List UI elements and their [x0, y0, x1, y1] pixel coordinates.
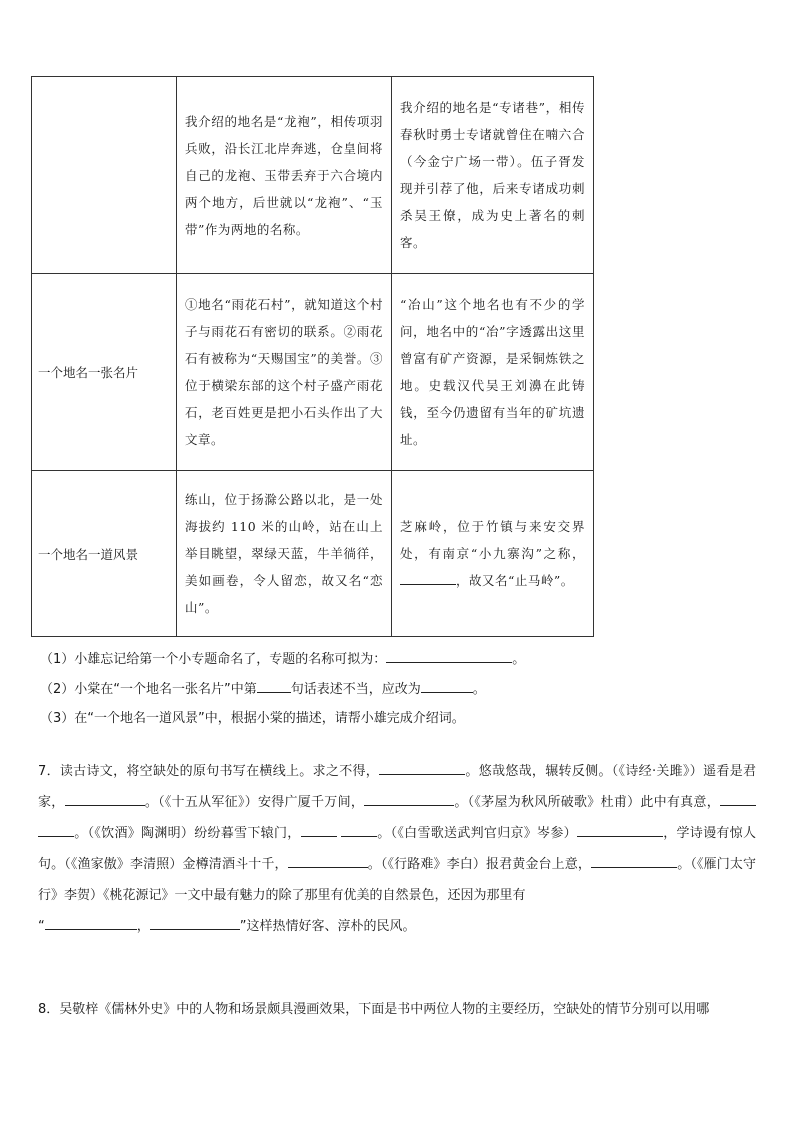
cell-text: ①地名“雨花石村”，就知道这个村子与雨花石有密切的联系。②雨花石有被称为“天赐国宝”的美誉。③位于横梁东部的这个村子盛产雨花石，老百姓更是把小石头作出了大文章。 [185, 297, 383, 447]
cell-text: “冶山”这个地名也有不少的学问，地名中的“冶”字透露出这里曾富有矿产资源，是采铜炼铁之地。史载汉代吴王刘濞在此铸钱，至今仍遗留有当年的矿坑遗址。 [400, 297, 585, 447]
answer-blank[interactable] [150, 915, 240, 930]
answer-blank[interactable] [421, 678, 473, 693]
answer-blank[interactable] [577, 822, 663, 837]
table-row [32, 471, 594, 637]
answer-blank[interactable] [386, 648, 512, 663]
answer-blank[interactable] [301, 822, 337, 837]
question-7: 7．读古诗文，将空缺处的原句书写在横线上。求之不得， 。悠哉悠哉，辗转反侧。（《诗经·关雎》）遥看是君家， 。（《十五从军征》）安得广厦千万间， 。（《茅屋为秋风所破歌》杜甫）此中有真意， 。（《饮酒》陶渊明）纷纷暮雪下辕门， 。（《白雪歌送武判官归京》岑参） ，学诗谩有惊人句。（《渔家傲》李清照）金樽清酒斗十千， 。（《行路难》李白）报君黄金台上意， 。（《雁门太守行》李贺）《桃花源记》一文中最有魅力的除了那里有优美的自然景色，还因为那里有 “ ， ”这样热情好客、淳朴的民风。 [38, 756, 756, 942]
cell-text: 芝麻岭，位于竹镇与来安交界处，有南京“小九寨沟”之称，，故又名“止马岭”。 [400, 519, 585, 588]
question-3: （3）在“一个地名一道风景”中，根据小棠的描述，请帮小雄完成介绍词。 [40, 711, 465, 726]
answer-blank[interactable] [400, 570, 456, 585]
answer-blank[interactable] [379, 760, 465, 775]
answer-blank[interactable] [720, 791, 756, 806]
question-8: 8．吴敬梓《儒林外史》中的人物和场景颇具漫画效果，下面是书中两位人物的主要经历，空缺处的情节分别可以用哪 [38, 1002, 710, 1017]
topic-table [31, 76, 594, 637]
answer-blank[interactable] [45, 915, 137, 930]
question-2: （2）小棠在“一个地名一张名片”中第 句话表述不当，应改为 。 [40, 678, 486, 700]
answer-blank[interactable] [65, 791, 145, 806]
answer-blank[interactable] [257, 678, 291, 693]
row-label: 一个地名一道风景 [32, 471, 177, 637]
table-row [32, 77, 594, 274]
table-row [32, 274, 594, 471]
answer-blank[interactable] [364, 791, 454, 806]
question-1: （1）小雄忘记给第一个小专题命名了，专题的名称可拟为： 。 [40, 648, 525, 670]
row-label [32, 77, 177, 274]
answer-blank[interactable] [591, 853, 677, 868]
answer-blank[interactable] [288, 853, 368, 868]
answer-blank[interactable] [38, 822, 74, 837]
row-label: 一个地名一张名片 [32, 274, 177, 471]
answer-blank[interactable] [341, 822, 377, 837]
cell-text: 练山，位于扬滁公路以北，是一处海拔约 110 米的山岭，站在山上举目眺望，翠绿天蓝，牛羊徜徉，美如画卷，令人留恋，故又名“恋山”。 [185, 492, 383, 615]
cell-text: 我介绍的地名是“龙袍”，相传项羽兵败，沿长江北岸奔逃，仓皇间将自己的龙袍、玉带丢弃于六合境内两个地方，后世就以“龙袍”、“玉带”作为两地的名称。 [185, 113, 383, 237]
cell-text: 我介绍的地名是“专诸巷”，相传春秋时勇士专诸就曾住在喃六合（今金宁广场一带）。伍子胥发现并引荐了他，后来专诸成功刺杀吴王僚，成为史上著名的刺客。 [400, 100, 585, 250]
